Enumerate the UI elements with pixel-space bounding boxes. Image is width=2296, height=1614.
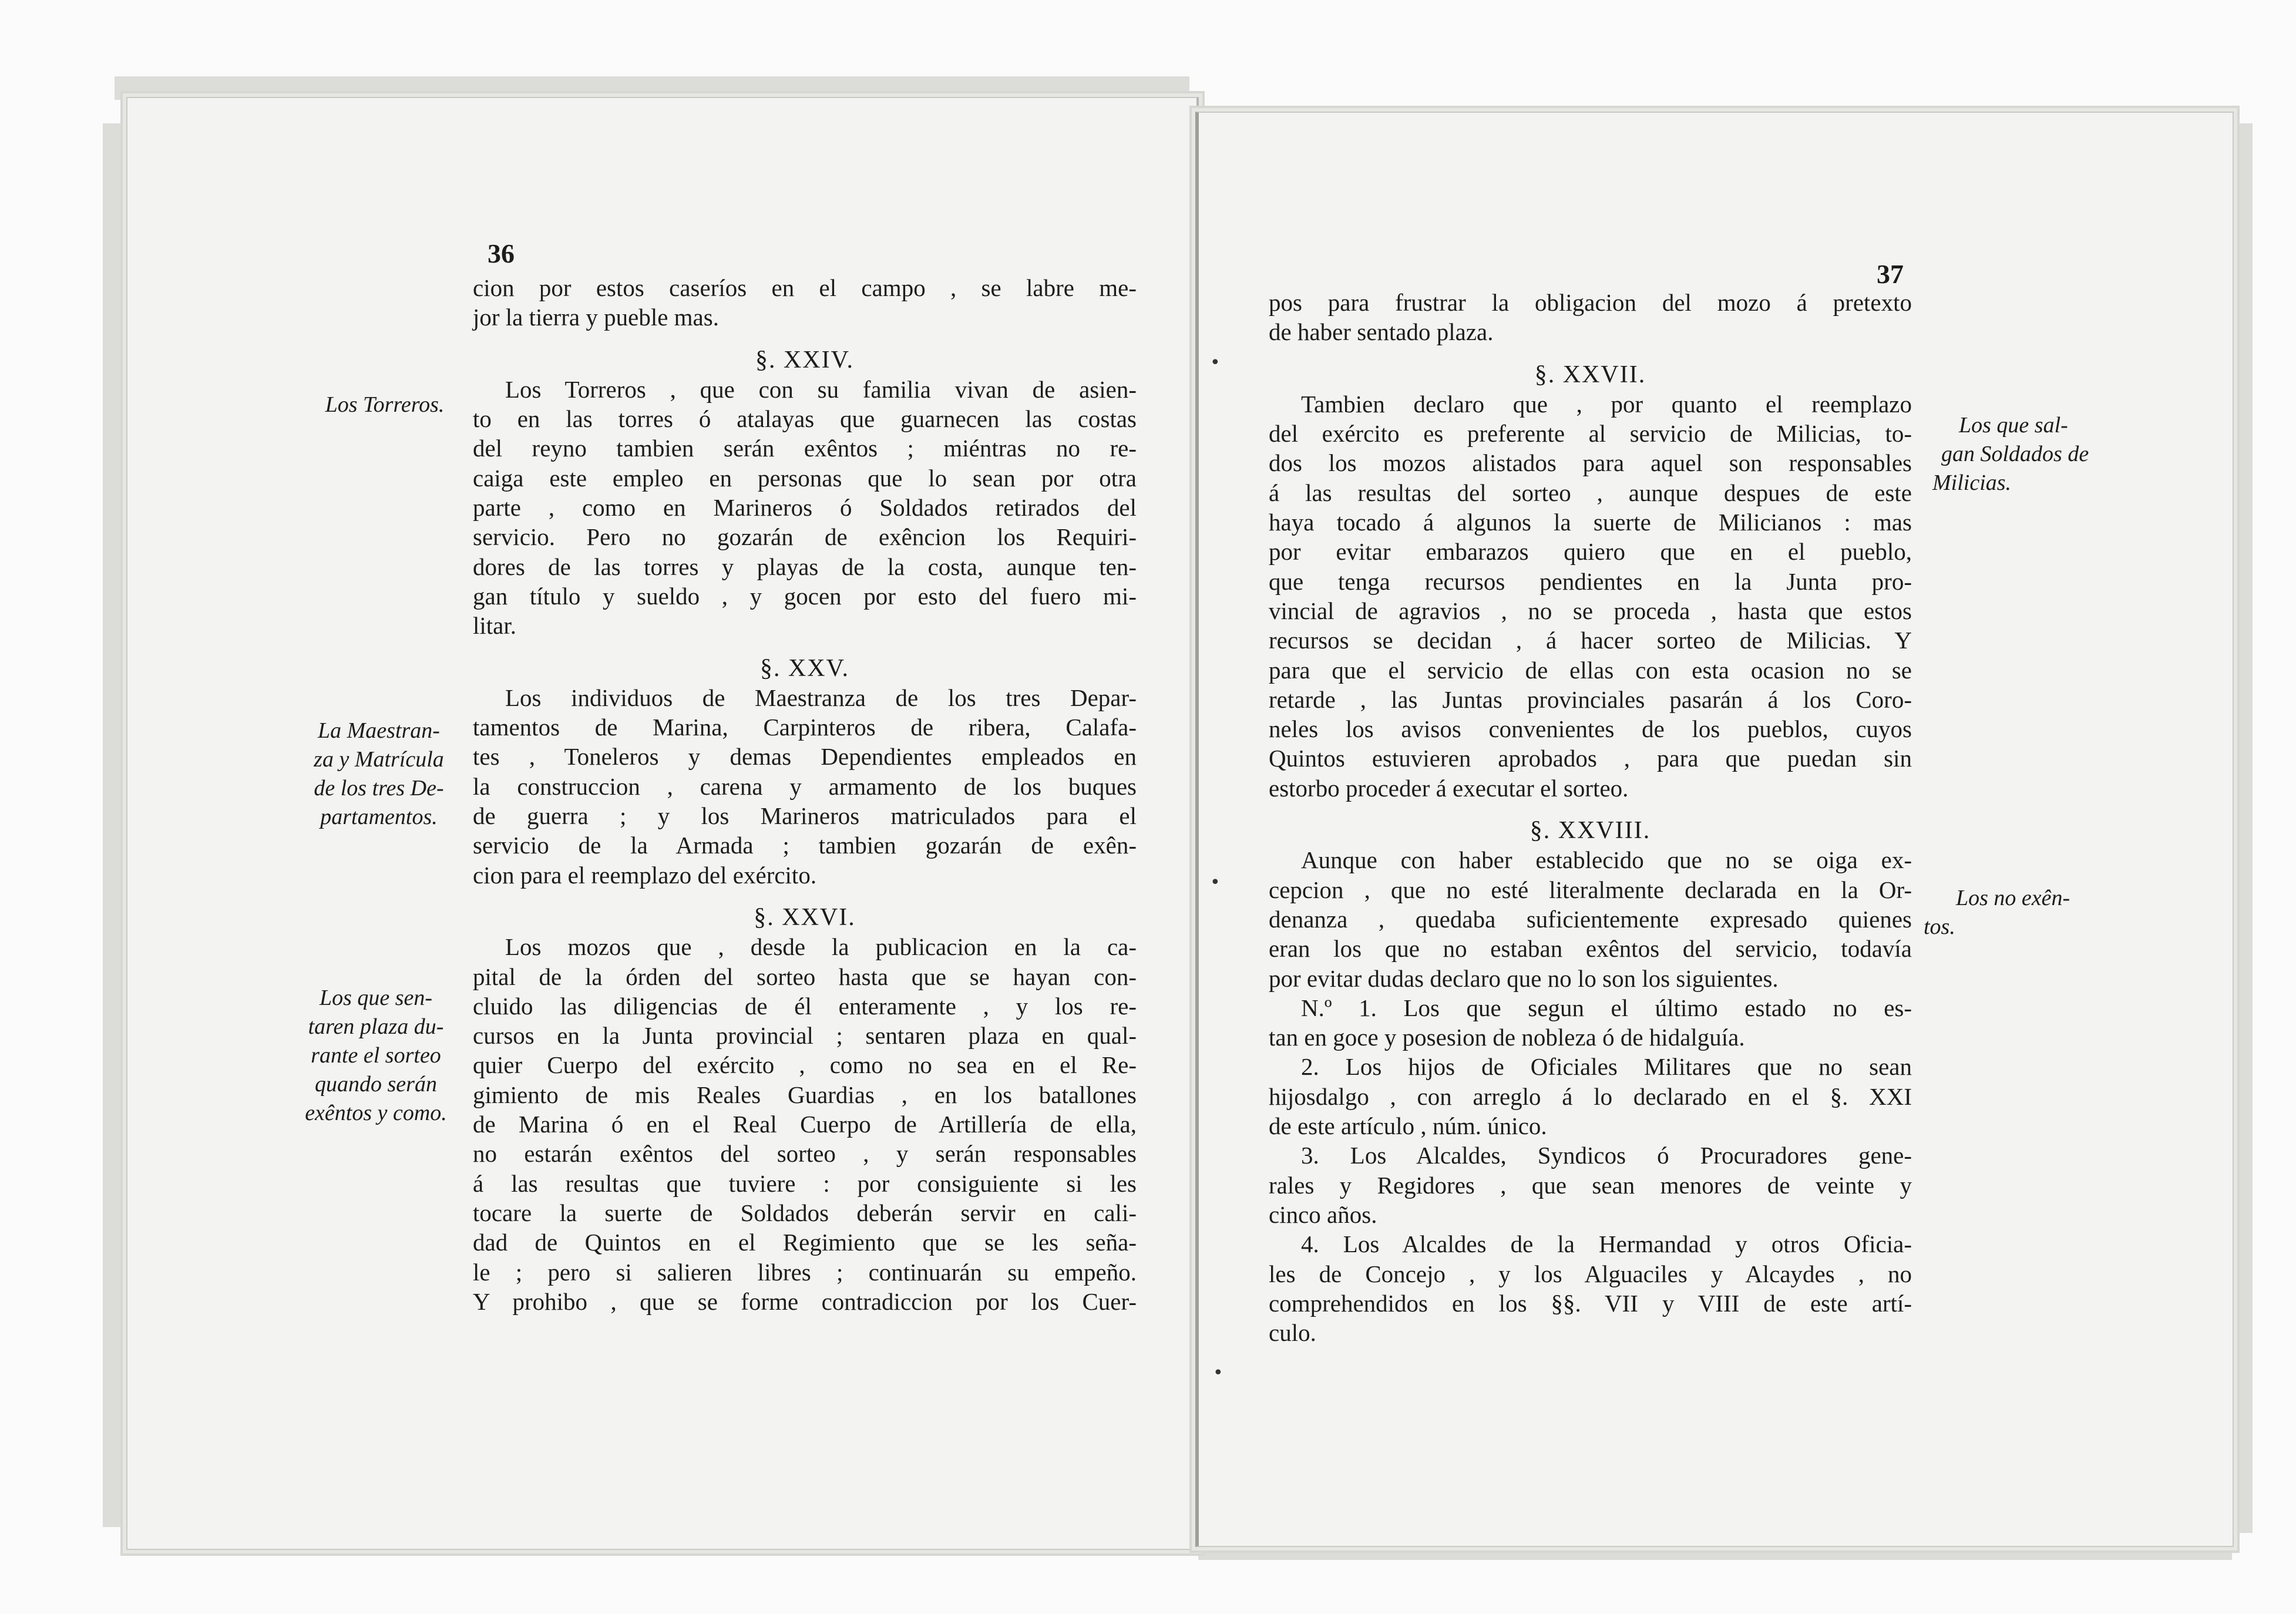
text-line: dores de las torres y playas de la costa, aunque ten- [473,553,1137,580]
margin-note-line: quando serán [315,1072,437,1097]
text-line: les de Concejo , y los Alguaciles y Alcaydes , no [1269,1260,1912,1287]
section-heading: §. XXIV. [755,346,855,374]
margin-note-line: partamentos. [320,805,438,829]
margin-note-line: exêntos y como. [305,1101,447,1125]
margin-note-line: La Maestran- [318,718,440,743]
right-page-text [1269,288,1912,1347]
text-line: gan título y sueldo , y gocen por esto del fuero mi- [473,582,1137,610]
page-number: 36 [488,238,515,268]
text-line: quier Cuerpo del exército , como no sea en el Re- [473,1051,1137,1079]
text-line: Y prohibo , que se forme contradiccion por los Cuer- [473,1287,1137,1315]
margin-note-line: Los Torreros. [325,392,445,417]
text-line: estorbo proceder á executar el sorteo. [1269,774,1629,802]
text-line: jor la tierra y pueble mas. [473,304,719,331]
text-line: denanza , quedaba suficientemente expresado quienes [1269,905,1912,933]
margin-note-line: gan Soldados de [1941,442,2089,466]
page-number: 37 [1877,259,1904,289]
text-line: pos para frustrar la obligacion del mozo á pretexto [1269,289,1912,316]
section-heading: §. XXVI. [754,903,856,931]
text-line: Quintos estuvieren aprobados , para que puedan sin [1269,745,1912,772]
text-line: tan en goce y posesion de nobleza ó de hidalguía. [1269,1024,1745,1051]
margin-note-line: tos. [1924,914,1955,939]
margin-note-line: Los que sal- [1959,413,2068,438]
margin-note-line: Los que sen- [319,986,433,1010]
text-line: por evitar dudas declaro que no lo son los siguientes. [1269,964,1779,992]
text-line: litar. [473,612,517,640]
text-line: to en las torres ó atalayas que guarnecen las costas [473,405,1137,433]
text-line: del reyno tambien serán exêntos ; miéntras no re- [473,435,1137,462]
text-line: pital de la órden del sorteo hasta que se hayan con- [473,963,1137,990]
text-line: dos los mozos alistados para aquel son responsables [1269,449,1912,477]
text-line: tamentos de Marina, Carpinteros de ribera, Calafa- [473,714,1137,741]
text-line: cinco años. [1269,1201,1377,1228]
gutter-mark: • [1213,1363,1223,1383]
text-line: 2. Los hijos de Oficiales Militares que no sean [1301,1053,1912,1081]
margin-note [291,717,467,832]
margin-note-line: Milicias. [1932,470,2012,495]
text-line: haya tocado á algunos la suerte de Milicianos : mas [1269,509,1912,536]
text-line: Tambien declaro que , por quanto el reemplazo [1301,390,1912,418]
text-line: no estarán exêntos del sorteo , y serán responsables [473,1140,1137,1168]
text-line: 3. Los Alcaldes, Syndicos ó Procuradores gene- [1301,1142,1912,1169]
text-line: N.º 1. Los que segun el último estado no es- [1301,994,1912,1021]
text-line: á las resultas que tuviere : por consiguiente si les [473,1169,1137,1197]
page-edge [103,123,126,1527]
text-line: retarde , las Juntas provinciales pasarán á los Coro- [1269,685,1912,713]
text-line: culo. [1269,1319,1316,1347]
text-line: cursos en la Junta provincial ; sentaren plaza en qual- [473,1022,1137,1050]
text-line: recursos se decidan , á hacer sorteo de Milicias. Y [1269,627,1912,654]
section-heading: §. XXVIII. [1529,817,1651,845]
text-line: 4. Los Alcaldes de la Hermandad y otros Oficia- [1301,1230,1912,1258]
text-line: de guerra ; y los Marineros matriculados para el [473,802,1137,830]
text-line: vincial de agravios , no se proceda , hasta que estos [1269,597,1912,624]
text-line: cion para el reemplazo del exército. [473,861,817,889]
margin-note [305,391,464,419]
text-line: para que el servicio de ellas con esta ocasion no se [1269,656,1912,684]
gutter-mark: • [1210,352,1221,373]
text-line: gimiento de mis Reales Guardias , en los batallones [473,1081,1137,1108]
text-line: eran los que no estaban exêntos del servicio, todavía [1269,935,1912,963]
text-line: rales y Regidores , que sean menores de veinte y [1269,1171,1912,1199]
margin-note-line: rante el sorteo [311,1043,441,1068]
margin-note-line: Los no exên- [1956,886,2070,910]
text-line: caiga este empleo en personas que lo sean por otra [473,464,1137,492]
margin-note [1932,411,2126,497]
text-line: que tenga recursos pendientes en la Junta pro- [1269,567,1912,595]
text-line: por evitar embarazos quiero que en el pueblo, [1269,538,1912,566]
text-line: le ; pero si salieren libres ; continuarán su empeño. [473,1258,1137,1286]
gutter-mark: • [1210,872,1221,893]
text-line: neles los avisos convenientes de los pueblos, cuyos [1269,715,1912,743]
text-line: hijosdalgo , con arreglo á lo declarado en el §. XXI [1269,1082,1912,1110]
text-line: tocare la suerte de Soldados deberán servir en cali- [473,1199,1137,1226]
text-line: de Marina ó en el Real Cuerpo de Artillería de ella, [473,1111,1137,1138]
text-line: cion por estos caseríos en el campo , se labre me- [473,274,1137,301]
text-line: del exército es preferente al servicio de Milicias, to- [1269,420,1912,448]
margin-note-line: de los tres De- [314,776,444,801]
section-heading: §. XXV. [759,654,850,682]
text-line: Los Torreros , que con su familia vivan de asien- [505,375,1137,403]
text-line: la construccion , carena y armamento de los buques [473,772,1137,800]
section-heading: §. XXVII. [1534,361,1646,388]
text-line: Los individuos de Maestranza de los tres Depar- [505,684,1137,711]
text-line: Aunque con haber establecido que no se oiga ex- [1301,846,1912,874]
text-line: comprehendidos en los §§. VII y VIII de este artí- [1269,1289,1912,1317]
text-line: servicio de la Armada ; tambien gozarán de exên- [473,832,1137,859]
text-line: parte , como en Marineros ó Soldados retirados del [473,494,1137,522]
text-line: cepcion , que no esté literalmente declarada en la Or- [1269,876,1912,903]
text-line: cluido las diligencias de él enteramente , y los re- [473,992,1137,1020]
margin-note-line: za y Matrícula [314,747,444,772]
left-page-text [473,273,1137,1316]
text-line: á las resultas del sorteo , aunque despues de este [1269,479,1912,506]
text-line: dad de Quintos en el Regimiento que se les seña- [473,1229,1137,1256]
text-line: Los mozos que , desde la publicacion en la ca- [505,933,1137,961]
margin-note [288,984,464,1128]
margin-note-line: taren plaza du- [308,1014,444,1039]
page-edge [115,76,1189,100]
text-line: tes , Toneleros y demas Dependientes empleados en [473,743,1137,771]
text-line: de este artículo , núm. único. [1269,1112,1547,1140]
text-line: servicio. Pero no gozarán de exêncion los Requiri- [473,523,1137,551]
margin-note [1924,884,2117,942]
text-line: de haber sentado plaza. [1269,318,1494,346]
